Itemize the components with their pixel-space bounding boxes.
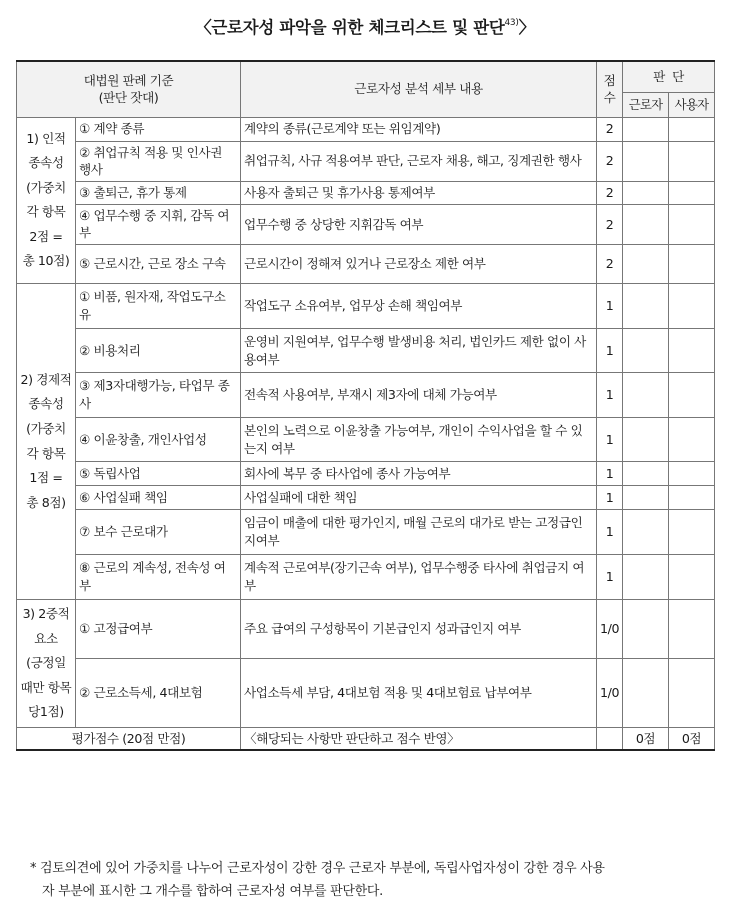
detail-cell: 회사에 복무 중 타사업에 종사 가능여부 xyxy=(241,462,597,486)
title-text: 〈근로자성 파악을 위한 체크리스트 및 판단 xyxy=(195,18,505,37)
score-cell: 1 xyxy=(597,284,623,329)
score-cell: 1 xyxy=(597,510,623,555)
employer-check-cell[interactable] xyxy=(669,418,715,462)
score-cell: 1/0 xyxy=(597,600,623,659)
employer-check-cell[interactable] xyxy=(669,486,715,510)
score-cell: 1 xyxy=(597,555,623,600)
detail-cell: 본인의 노력으로 이윤창출 가능여부, 개인이 수익사업을 할 수 있는지 여부 xyxy=(241,418,597,462)
section-label-line: 1) 인적 xyxy=(26,130,66,146)
worker-check-cell[interactable] xyxy=(623,658,669,727)
detail-cell: 전속적 사용여부, 부재시 제3자에 대체 가능여부 xyxy=(241,373,597,418)
score-cell: 1/0 xyxy=(597,658,623,727)
worker-check-cell[interactable] xyxy=(623,204,669,244)
detail-cell: 근로시간이 정해져 있거나 근로장소 제한 여부 xyxy=(241,245,597,284)
employer-check-cell[interactable] xyxy=(669,284,715,329)
employer-check-cell[interactable] xyxy=(669,117,715,141)
footnote-ref: 43) xyxy=(504,17,519,28)
criteria-header: 대법원 판례 기준 (판단 잣대) xyxy=(17,61,241,117)
total-note: 〈해당되는 사항만 판단하고 점수 반영〉 xyxy=(241,727,597,750)
score-cell: 1 xyxy=(597,462,623,486)
section-label-line: (가중치 xyxy=(26,179,66,195)
criterion-cell: ① 고정급여부 xyxy=(76,600,241,659)
employer-check-cell[interactable] xyxy=(669,141,715,181)
section-label-line: 요소 xyxy=(34,630,58,646)
section-label-line: (긍정일 xyxy=(26,655,66,671)
worker-check-cell[interactable] xyxy=(623,181,669,204)
header-row xyxy=(17,61,715,92)
worker-header: 근로자 xyxy=(623,92,669,117)
score-cell: 2 xyxy=(597,245,623,284)
criterion-cell: ② 비용처리 xyxy=(76,329,241,373)
score-cell: 2 xyxy=(597,204,623,244)
table-row xyxy=(17,329,715,373)
judgment-header: 판 단 xyxy=(623,61,715,92)
table-row xyxy=(17,373,715,418)
table-row xyxy=(17,117,715,141)
detail-cell: 임금이 매출에 대한 평가인지, 매월 근로의 대가로 받는 고정급인지여부 xyxy=(241,510,597,555)
table-row xyxy=(17,418,715,462)
employer-check-cell[interactable] xyxy=(669,373,715,418)
section-label xyxy=(17,117,76,284)
section-label-line: 종속성 xyxy=(28,155,64,171)
table-row xyxy=(17,462,715,486)
detail-cell: 업무수행 중 상당한 지휘감독 여부 xyxy=(241,204,597,244)
criterion-cell: ⑦ 보수 근로대가 xyxy=(76,510,241,555)
table-row xyxy=(17,658,715,727)
score-cell: 2 xyxy=(597,181,623,204)
table-row xyxy=(17,181,715,204)
section-label-line: 당1점) xyxy=(28,704,64,720)
criterion-cell: ④ 업무수행 중 지휘, 감독 여부 xyxy=(76,204,241,244)
score-cell: 1 xyxy=(597,418,623,462)
detail-header: 근로자성 분석 세부 내용 xyxy=(241,61,597,117)
employer-check-cell[interactable] xyxy=(669,555,715,600)
total-score-cell xyxy=(597,727,623,750)
table-row xyxy=(17,284,715,329)
section-label-line: 총 8점) xyxy=(26,494,66,510)
criterion-cell: ③ 제3자대행가능, 타업무 종사 xyxy=(76,373,241,418)
criterion-cell: ③ 출퇴근, 휴가 통제 xyxy=(76,181,241,204)
criterion-cell: ④ 이윤창출, 개인사업성 xyxy=(76,418,241,462)
worker-check-cell[interactable] xyxy=(623,486,669,510)
section-label-line: 각 항목 xyxy=(26,445,66,461)
worker-check-cell[interactable] xyxy=(623,555,669,600)
table-row xyxy=(17,486,715,510)
score-cell: 1 xyxy=(597,329,623,373)
page-title xyxy=(0,14,730,38)
section-label-line: 각 항목 xyxy=(26,204,66,220)
worker-check-cell[interactable] xyxy=(623,600,669,659)
employer-check-cell[interactable] xyxy=(669,600,715,659)
section-label xyxy=(17,600,76,728)
criterion-cell: ⑧ 근로의 계속성, 전속성 여부 xyxy=(76,555,241,600)
section-label-line: 1점 = xyxy=(29,470,63,486)
detail-cell: 운영비 지원여부, 업무수행 발생비용 처리, 법인카드 제한 없이 사용여부 xyxy=(241,329,597,373)
table-row xyxy=(17,600,715,659)
total-employer: 0점 xyxy=(669,727,715,750)
worker-check-cell[interactable] xyxy=(623,373,669,418)
worker-check-cell[interactable] xyxy=(623,462,669,486)
score-cell: 1 xyxy=(597,373,623,418)
employer-check-cell[interactable] xyxy=(669,329,715,373)
criterion-cell: ① 비품, 원자재, 작업도구소유 xyxy=(76,284,241,329)
detail-cell: 사업소득세 부담, 4대보험 적용 및 4대보험료 납부여부 xyxy=(241,658,597,727)
section-label-line: 종속성 xyxy=(28,396,64,412)
employer-check-cell[interactable] xyxy=(669,245,715,284)
criterion-cell: ⑤ 근로시간, 근로 장소 구속 xyxy=(76,245,241,284)
worker-check-cell[interactable] xyxy=(623,284,669,329)
criterion-cell: ⑥ 사업실패 책임 xyxy=(76,486,241,510)
detail-cell: 취업규칙, 사규 적용여부 판단, 근로자 채용, 해고, 징계권한 행사 xyxy=(241,141,597,181)
worker-check-cell[interactable] xyxy=(623,141,669,181)
employer-check-cell[interactable] xyxy=(669,658,715,727)
section-label-line: 때만 항목 xyxy=(20,679,72,695)
section-label-line: (가중치 xyxy=(26,420,66,436)
section-label xyxy=(17,284,76,600)
worker-check-cell[interactable] xyxy=(623,117,669,141)
total-label: 평가점수 (20점 만점) xyxy=(17,727,241,750)
footnote-line-1: * 검토의견에 있어 가중치를 나누어 근로자성이 강한 경우 근로자 부분에, 독립사업자성이 강한 경우 사용 xyxy=(30,861,605,876)
title-close: 〉 xyxy=(518,18,535,37)
section-label-line: 총 10점) xyxy=(22,253,70,269)
score-cell: 2 xyxy=(597,141,623,181)
total-worker: 0점 xyxy=(623,727,669,750)
total-row xyxy=(17,727,715,750)
employer-check-cell[interactable] xyxy=(669,181,715,204)
employer-check-cell[interactable] xyxy=(669,462,715,486)
score-cell: 1 xyxy=(597,486,623,510)
detail-cell: 계약의 종류(근로계약 또는 위임계약) xyxy=(241,117,597,141)
checklist-table xyxy=(16,60,715,751)
criterion-cell: ⑤ 독립사업 xyxy=(76,462,241,486)
table-row xyxy=(17,204,715,244)
table-row xyxy=(17,510,715,555)
detail-cell: 계속적 근로여부(장기근속 여부), 업무수행중 타사에 취업금지 여부 xyxy=(241,555,597,600)
section-label-line: 2점 = xyxy=(29,228,63,244)
worker-check-cell[interactable] xyxy=(623,329,669,373)
worker-check-cell[interactable] xyxy=(623,418,669,462)
score-header: 점 수 xyxy=(597,61,623,117)
score-cell: 2 xyxy=(597,117,623,141)
footnote-line-2: 자 부분에 표시한 그 개수를 합하여 근로자성 여부를 판단한다. xyxy=(42,883,383,899)
table-row xyxy=(17,141,715,181)
employer-check-cell[interactable] xyxy=(669,204,715,244)
detail-cell: 주요 급여의 구성항목이 기본급인지 성과급인지 여부 xyxy=(241,600,597,659)
worker-check-cell[interactable] xyxy=(623,510,669,555)
table-row xyxy=(17,245,715,284)
detail-cell: 작업도구 소유여부, 업무상 손해 책임여부 xyxy=(241,284,597,329)
employer-header: 사용자 xyxy=(669,92,715,117)
criterion-cell: ② 근로소득세, 4대보험 xyxy=(76,658,241,727)
detail-cell: 사용자 출퇴근 및 휴가사용 통제여부 xyxy=(241,181,597,204)
footnote xyxy=(30,858,720,904)
section-label-line: 2) 경제적 xyxy=(20,371,72,387)
criterion-cell: ① 계약 종류 xyxy=(76,117,241,141)
section-label-line: 3) 2중적 xyxy=(22,606,70,621)
worker-check-cell[interactable] xyxy=(623,245,669,284)
criterion-cell: ② 취업규칙 적용 및 인사권 행사 xyxy=(76,141,241,181)
detail-cell: 사업실패에 대한 책임 xyxy=(241,486,597,510)
table-row xyxy=(17,555,715,600)
employer-check-cell[interactable] xyxy=(669,510,715,555)
